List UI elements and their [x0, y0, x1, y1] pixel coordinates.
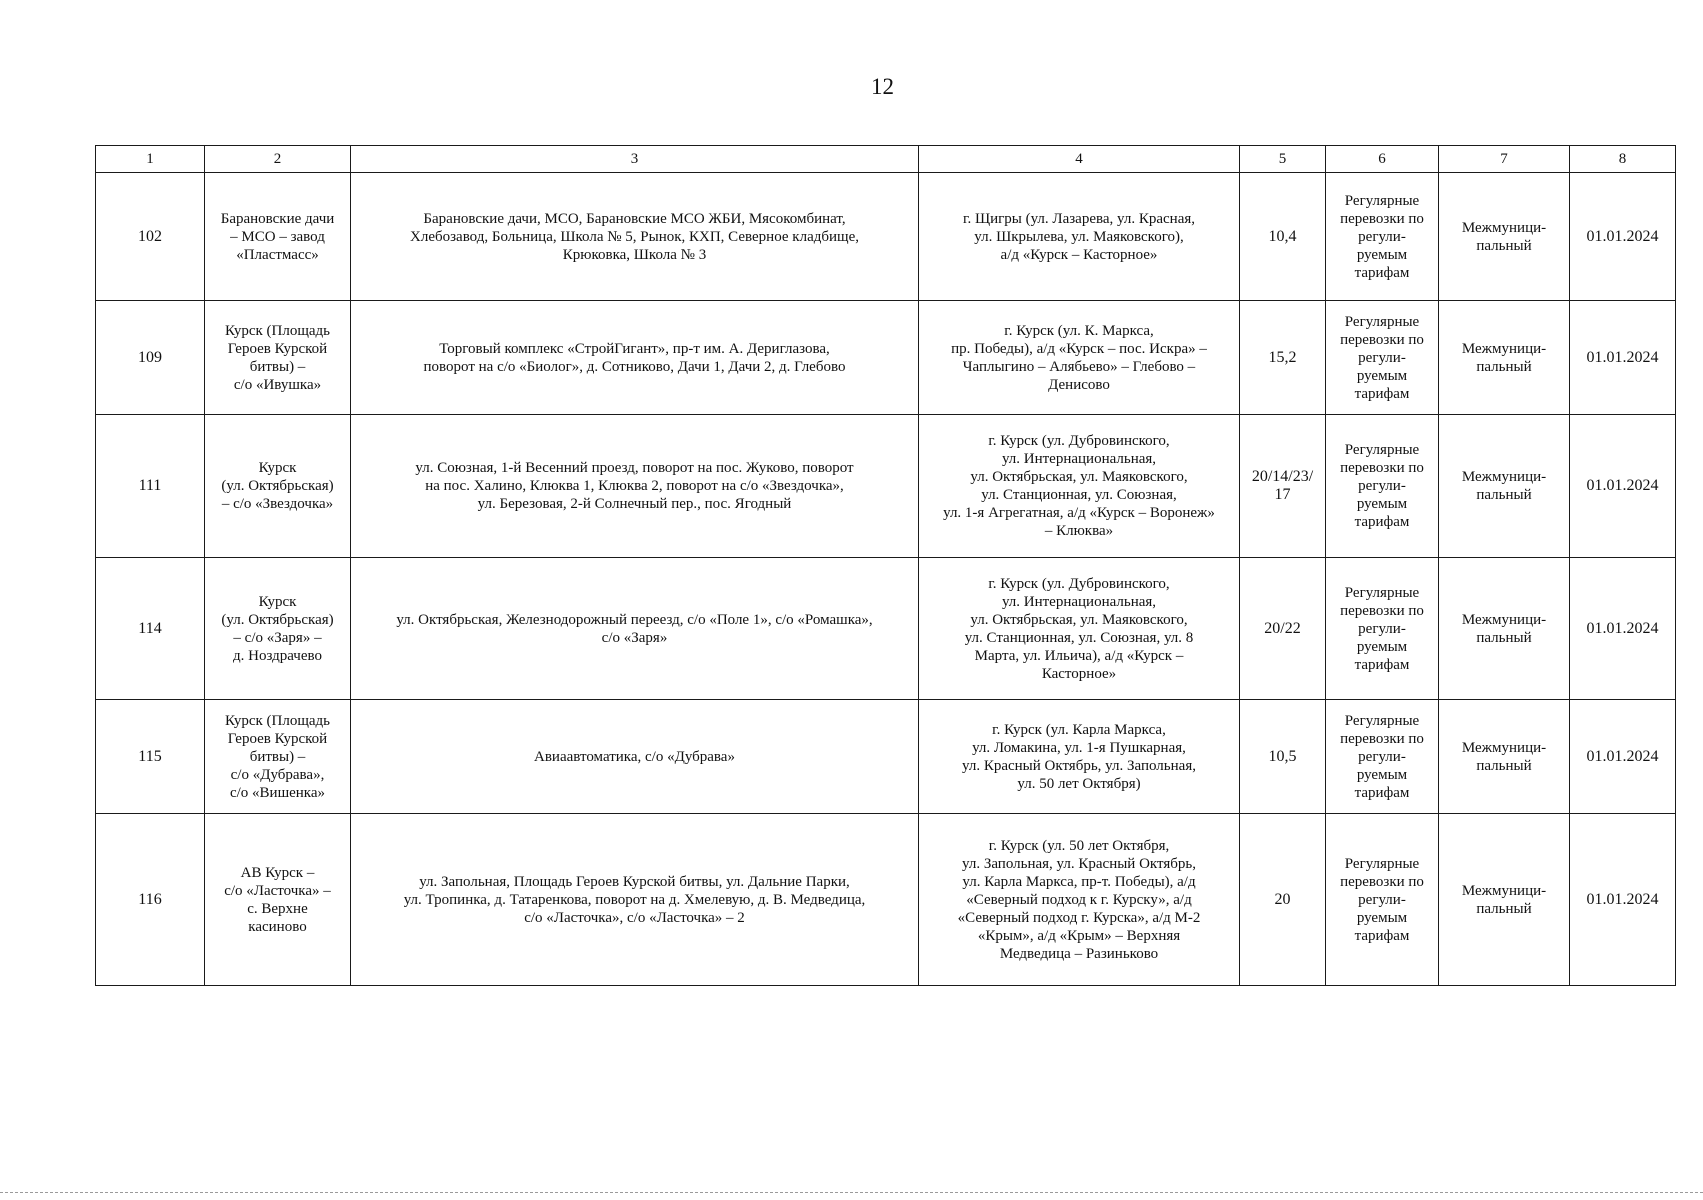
route-kind: Межмуници- пальный	[1439, 700, 1570, 814]
scan-edge-line	[0, 1192, 1703, 1193]
route-streets: г. Курск (ул. Дубровинского, ул. Интернациональная, ул. Октябрьская, ул. Маяковского, ул. Станционная, ул. Союзная, ул. 8 Марта, ул. Ильича), а/д «Курск – Касторное»	[919, 558, 1240, 700]
route-number: 109	[96, 301, 205, 415]
route-stops: Авиаавтоматика, с/о «Дубрава»	[351, 700, 919, 814]
page-number: 12	[871, 74, 894, 99]
route-name: Курск (Площадь Героев Курской битвы) – с/о «Ивушка»	[205, 301, 351, 415]
route-stops: Барановские дачи, МСО, Барановские МСО ЖБИ, Мясокомбинат, Хлебозавод, Больница, Школа № 5, Рынок, КХП, Северное кладбище, Крюковка, Школа № 3	[351, 173, 919, 301]
route-number: 102	[96, 173, 205, 301]
route-number: 111	[96, 415, 205, 558]
route-number: 115	[96, 700, 205, 814]
route-stops: ул. Запольная, Площадь Героев Курской битвы, ул. Дальние Парки, ул. Тропинка, д. Татаренкова, поворот на д. Хмелевую, д. В. Медведица, с/о «Ласточка», с/о «Ласточка» – 2	[351, 814, 919, 986]
route-distance: 10,4	[1240, 173, 1326, 301]
route-kind: Межмуници- пальный	[1439, 173, 1570, 301]
column-header: 8	[1570, 146, 1676, 173]
route-streets: г. Щигры (ул. Лазарева, ул. Красная, ул. Шкрылева, ул. Маяковского), а/д «Курск – Касторное»	[919, 173, 1240, 301]
route-distance: 20/22	[1240, 558, 1326, 700]
route-stops: ул. Октябрьская, Железнодорожный переезд, с/о «Поле 1», с/о «Ромашка», с/о «Заря»	[351, 558, 919, 700]
transport-type: Регулярные перевозки по регули- руемым тарифам	[1326, 173, 1439, 301]
route-number: 116	[96, 814, 205, 986]
transport-type: Регулярные перевозки по регули- руемым тарифам	[1326, 814, 1439, 986]
transport-type: Регулярные перевозки по регули- руемым тарифам	[1326, 558, 1439, 700]
route-kind: Межмуници- пальный	[1439, 558, 1570, 700]
route-stops: Торговый комплекс «СтройГигант», пр-т им. А. Дериглазова, поворот на с/о «Биолог», д. Сотниково, Дачи 1, Дачи 2, д. Глебово	[351, 301, 919, 415]
routes-table	[95, 145, 1676, 986]
table-row	[96, 415, 1676, 558]
route-distance: 20	[1240, 814, 1326, 986]
table-row	[96, 301, 1676, 415]
column-header: 2	[205, 146, 351, 173]
route-name: Курск (ул. Октябрьская) – с/о «Заря» – д. Ноздрачево	[205, 558, 351, 700]
route-kind: Межмуници- пальный	[1439, 814, 1570, 986]
transport-type: Регулярные перевозки по регули- руемым тарифам	[1326, 700, 1439, 814]
route-name: Курск (Площадь Героев Курской битвы) – с/о «Дубрава», с/о «Вишенка»	[205, 700, 351, 814]
table-row	[96, 700, 1676, 814]
route-distance: 15,2	[1240, 301, 1326, 415]
route-distance: 10,5	[1240, 700, 1326, 814]
route-streets: г. Курск (ул. Дубровинского, ул. Интернациональная, ул. Октябрьская, ул. Маяковского, ул. Станционная, ул. Союзная, ул. 1-я Агрегатная, а/д «Курск – Воронеж» – Клюква»	[919, 415, 1240, 558]
route-name: Курск (ул. Октябрьская) – с/о «Звездочка»	[205, 415, 351, 558]
route-kind: Межмуници- пальный	[1439, 301, 1570, 415]
column-header: 7	[1439, 146, 1570, 173]
table-row	[96, 173, 1676, 301]
column-header: 4	[919, 146, 1240, 173]
route-stops: ул. Союзная, 1-й Весенний проезд, поворот на пос. Жуково, поворот на пос. Халино, Клюква 1, Клюква 2, поворот на с/о «Звездочка», ул. Березовая, 2-й Солнечный пер., пос. Ягодный	[351, 415, 919, 558]
route-name: АВ Курск – с/о «Ласточка» – с. Верхне касиново	[205, 814, 351, 986]
route-streets: г. Курск (ул. 50 лет Октября, ул. Запольная, ул. Красный Октябрь, ул. Карла Маркса, пр-т. Победы), а/д «Северный подход к г. Курску», а/д «Северный подход г. Курска», а/д М-2 «Крым», а/д «Крым» – Верхняя Медведица – Разиньково	[919, 814, 1240, 986]
route-name: Барановские дачи – МСО – завод «Пластмасс»	[205, 173, 351, 301]
column-header: 6	[1326, 146, 1439, 173]
route-kind: Межмуници- пальный	[1439, 415, 1570, 558]
start-date: 01.01.2024	[1570, 173, 1676, 301]
start-date: 01.01.2024	[1570, 301, 1676, 415]
start-date: 01.01.2024	[1570, 700, 1676, 814]
table-row	[96, 558, 1676, 700]
transport-type: Регулярные перевозки по регули- руемым тарифам	[1326, 301, 1439, 415]
start-date: 01.01.2024	[1570, 814, 1676, 986]
column-header: 5	[1240, 146, 1326, 173]
column-header: 1	[96, 146, 205, 173]
transport-type: Регулярные перевозки по регули- руемым тарифам	[1326, 415, 1439, 558]
start-date: 01.01.2024	[1570, 415, 1676, 558]
start-date: 01.01.2024	[1570, 558, 1676, 700]
route-distance: 20/14/23/ 17	[1240, 415, 1326, 558]
column-header: 3	[351, 146, 919, 173]
table-header-row	[96, 146, 1676, 173]
route-number: 114	[96, 558, 205, 700]
table-row	[96, 814, 1676, 986]
route-streets: г. Курск (ул. Карла Маркса, ул. Ломакина, ул. 1-я Пушкарная, ул. Красный Октябрь, ул. Запольная, ул. 50 лет Октября)	[919, 700, 1240, 814]
route-streets: г. Курск (ул. К. Маркса, пр. Победы), а/д «Курск – пос. Искра» – Чаплыгино – Алябьево» – Глебово – Денисово	[919, 301, 1240, 415]
